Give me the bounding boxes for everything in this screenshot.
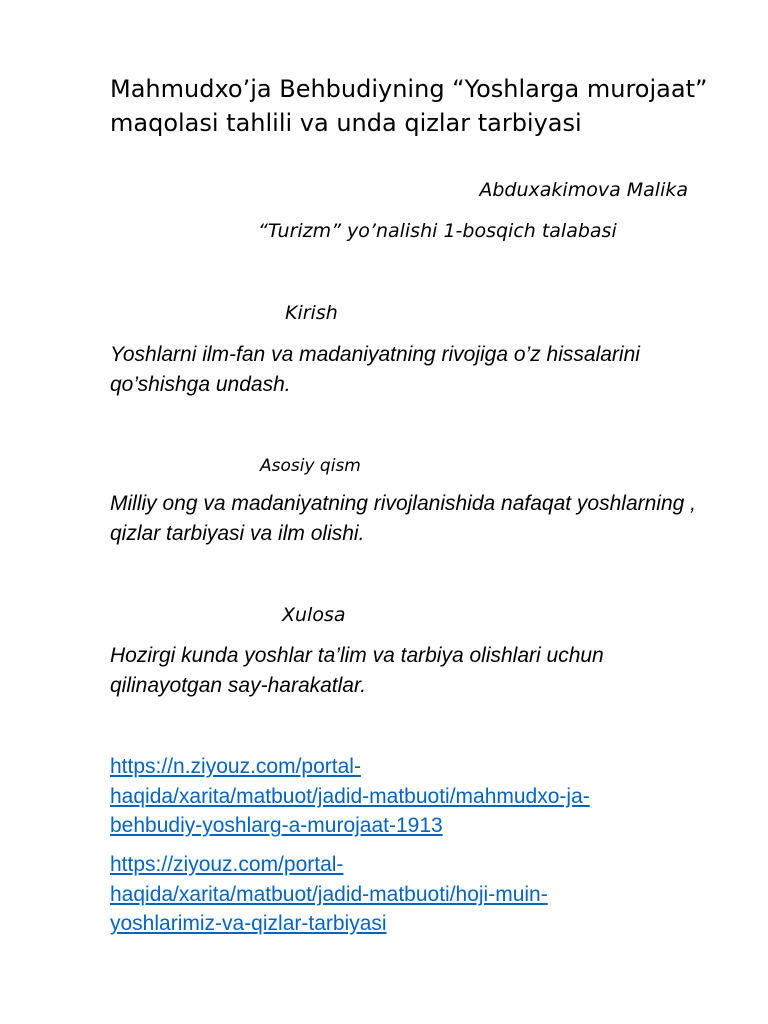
- document-title: Mahmudxo’ja Behbudiyning “Yoshlarga murojaat” maqolasi tahlili va unda qizlar tarbiyasi: [110, 75, 708, 137]
- link-line: haqida/xarita/matbuot/jadid-matbuoti/mahmudxo-ja-: [110, 784, 590, 808]
- reference-link-2[interactable]: [110, 850, 720, 939]
- link-line: yoshlarimiz-va-qizlar-tarbiyasi: [110, 912, 387, 935]
- section-text-xulosa: Hozirgi kunda yoshlar ta’lim va tarbiya olishlari uchun qilinayotgan say-harakatlar.: [110, 644, 604, 697]
- reference-link-1[interactable]: [110, 752, 720, 841]
- section-heading-xulosa: Xulosa: [282, 604, 346, 626]
- link-line: haqida/xarita/matbuot/jadid-matbuoti/hoji-muin-: [110, 882, 548, 906]
- link-line: https://ziyouz.com/portal-: [110, 853, 344, 876]
- author-affiliation: “Turizm” yo’nalishi 1-bosqich talabasi: [258, 220, 617, 242]
- link-line: behbudiy-yoshlarg-a-murojaat-1913: [110, 814, 443, 837]
- section-text-asosiy-qism: Milliy ong va madaniyatning rivojlanishida nafaqat yoshlarning , qizlar tarbiyasi va ilm olishi.: [110, 492, 697, 545]
- section-heading-asosiy-qism: Asosiy qism: [260, 456, 361, 476]
- link-line: https://n.ziyouz.com/portal-: [110, 755, 361, 778]
- section-text-kirish: Yoshlarni ilm-fan va madaniyatning rivojiga o’z hissalarini qo’shishga undash.: [110, 343, 640, 396]
- section-heading-kirish: Kirish: [285, 302, 338, 324]
- author-name: Abduxakimova Malika: [479, 179, 688, 201]
